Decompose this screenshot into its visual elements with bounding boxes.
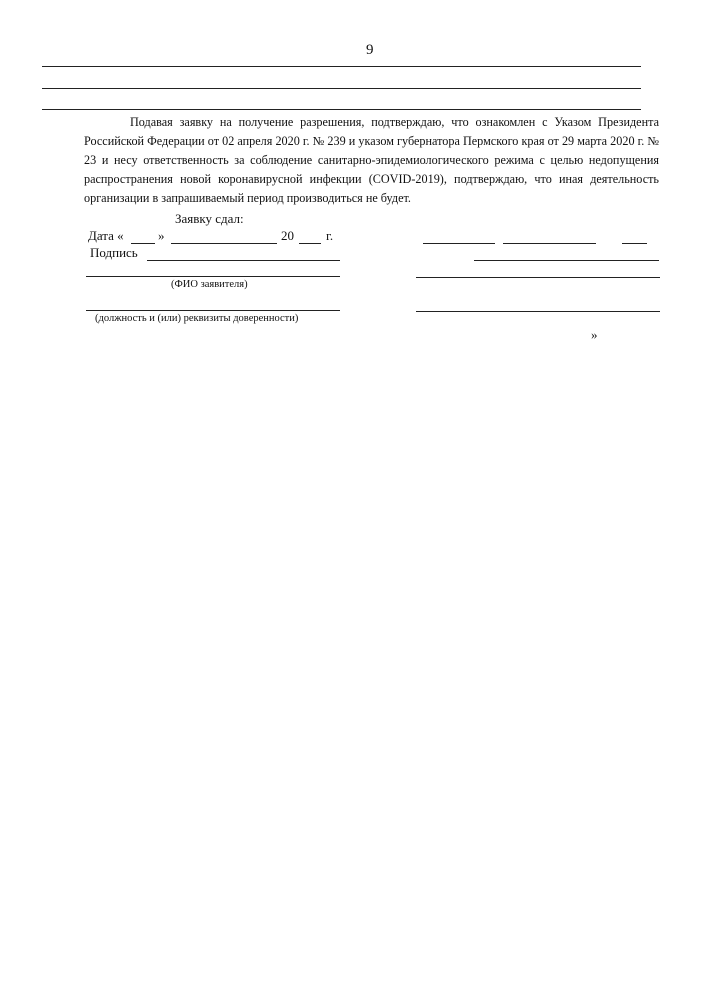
page-number: 9 — [366, 42, 374, 58]
right-blank-3[interactable] — [416, 277, 660, 278]
date-month-blank[interactable] — [171, 243, 277, 244]
fio-blank[interactable] — [86, 276, 340, 277]
year-prefix: 20 — [281, 228, 294, 243]
signature-label: Подпись — [90, 245, 138, 260]
blank-line-1 — [42, 66, 641, 67]
declaration-text: Подавая заявку на получение разрешения, подтверждаю, что ознакомлен с Указом Президента Российской Федерации от 02 апреля 2020 г. № 239 и указом губернатора Пермского края от 29 марта 2020 г. № 23 и несу ответственность за соблюдение санитарно-эпидемиологического режима с целью недопущения распространения новой коронавирусной инфекции (COVID-2019), подтверждаю, что иная деятельность организации в запрашиваемый период производиться не будет. — [84, 115, 659, 205]
declaration-paragraph — [84, 113, 659, 208]
date-label: Дата « — [88, 228, 124, 243]
blank-line-3 — [42, 109, 641, 110]
blank-line-2 — [42, 88, 641, 89]
position-caption: (должность и (или) реквизиты доверенности) — [95, 313, 299, 324]
right-blank-1a[interactable] — [423, 243, 495, 244]
date-year-blank[interactable] — [299, 243, 321, 244]
submitted-by-label: Заявку сдал: — [175, 211, 244, 226]
year-suffix: г. — [326, 228, 334, 243]
right-blank-2[interactable] — [474, 260, 659, 261]
right-blank-1b[interactable] — [503, 243, 596, 244]
right-quote-mark: » — [591, 327, 598, 342]
date-quote-close: » — [158, 228, 165, 243]
right-blank-4[interactable] — [416, 311, 660, 312]
fio-caption: (ФИО заявителя) — [171, 279, 248, 290]
date-day-blank[interactable] — [131, 243, 155, 244]
signature-blank[interactable] — [147, 260, 340, 261]
right-blank-1c[interactable] — [622, 243, 647, 244]
position-blank[interactable] — [86, 310, 340, 311]
